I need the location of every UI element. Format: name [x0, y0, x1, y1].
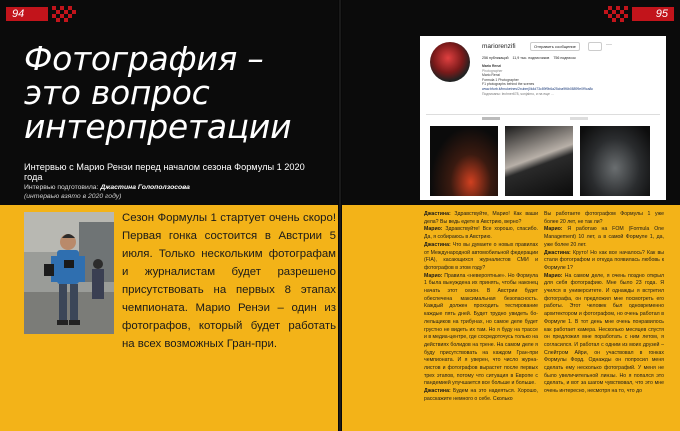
instagram-avatar [430, 42, 470, 82]
byline [24, 183, 190, 201]
instagram-post-3[interactable] [580, 126, 650, 196]
interview-column-1 [424, 211, 538, 404]
instagram-more-icon[interactable]: ··· [606, 42, 612, 48]
stat-following: 756 подписок [553, 56, 576, 60]
qa-paragraph [424, 273, 538, 389]
byline-note: (интервью взято в 2020 году) [24, 193, 122, 200]
bio-line-1: Photographer [482, 68, 503, 73]
instagram-username: mariorenzifi [482, 43, 516, 50]
bio-line-4: F1 photographs behind the scenes [482, 82, 535, 87]
qa-text: Здравствуйте! Все хорошо, спасибо. Да, я собираюсь в Австрию. [424, 226, 538, 241]
instagram-bio [482, 64, 660, 96]
checkered-flag-icon [50, 6, 80, 22]
instagram-stats [482, 56, 576, 60]
qa-text: Я работаю на FOM (Formula One Management) 10 лет, а в самой Формуле 1, да, уже более 20 лет. [544, 226, 664, 248]
qa-text: На самом деле, я очень поздно открыл для себя фотографию. Мне было 23 года. Я учился в университете. И однажды я встретил фотографа, он предложил мне посмотреть его работы. Этот человек был одновременно архитектором и фотографом, но очень работал в Формуле 1. В тот день мне очень понравилось как работает камера. Несколько месяцев спустя он предложил мне поработать с ним летом, я согласился. И работал с одним из моих друзей – Слейтром Айри, он участвовал в гонках Формулы Форд. Однажды он попросил меня сделать ему несколько фотографий. У меня не было увеличительной линзы. Но я попался это сделать, и вот за шагом чувствовал, что это мне очень интересно, несмотря на то, что до [544, 272, 664, 395]
bio-line-2: Mario Renzi [482, 73, 501, 78]
instagram-post-2[interactable] [505, 126, 573, 196]
speaker: Марио: [544, 226, 563, 233]
photographer-photo [24, 212, 114, 334]
speaker: Джастина: [424, 211, 451, 217]
qa-text: Что вы думаете о новых правилах от Международной автомобильной федерации (FIA), касающихся журналистов СМИ и фотографов в этом году? [424, 241, 538, 271]
page-number-right: 95 [632, 7, 674, 21]
speaker: Марио: [424, 226, 443, 233]
speaker: Джастина: [544, 249, 571, 256]
qa-text: Здравствуйте, Марио! Как ваши дела? Вы ведь едете в Австрию, верно? [424, 211, 538, 225]
stat-followers: 11,9 тыс. подписчиков [512, 56, 550, 60]
qa-paragraph [424, 226, 538, 241]
qa-paragraph [424, 242, 538, 273]
byline-author: Джастина Голоползоcова [100, 184, 190, 191]
instagram-follow-button[interactable] [588, 42, 602, 51]
instagram-message-button[interactable]: Отправить сообщение [530, 42, 580, 51]
title-line-2: это вопрос [24, 73, 210, 112]
checkered-flag-icon-right [600, 6, 630, 22]
article-title [24, 39, 324, 146]
qa-paragraph [544, 273, 664, 396]
qa-paragraph [544, 226, 664, 249]
title-line-3: интерпретации [24, 107, 292, 146]
instagram-link[interactable]: www.bfurb.it/bnuketnes/2xubmj0k4d73c89f9b6a25cba9f6b08899e0f9ca8c [482, 86, 594, 91]
qa-text: Будем на это надеяться. Хорошо, расскажите немного о себе. Сколько [424, 388, 538, 402]
stat-posts: 256 публикаций [482, 56, 509, 60]
lead-paragraph: Сезон Формулы 1 стартует очень скоро! Первая гонка состоится в Австрии 5 июля. Только нескольким фотографам и журналистам будет разрешено присутствовать на первых 8 этапах чемпионата. Марио Ренэи – один из фотографов, который будет работать на всех возможных Гран-при. [122, 212, 336, 350]
speaker: Марио: [544, 272, 563, 279]
qa-paragraph [544, 250, 664, 273]
page-number-left: 94 [6, 7, 48, 21]
qa-paragraph [424, 388, 538, 403]
interview-column-2 [544, 211, 664, 396]
speaker: Марио: [424, 272, 443, 279]
qa-text: Вы работаете фотографом Формулы 1 уже более 20 лет, не так ли? [544, 211, 664, 225]
qa-paragraph [424, 211, 538, 226]
instagram-screenshot [420, 36, 666, 200]
instagram-name: Mario Renzi [482, 64, 502, 68]
instagram-post-1[interactable] [430, 126, 498, 196]
article-subtitle: Интервью с Марио Ренэи перед началом сезона Формулы 1 2020 года [24, 162, 305, 182]
byline-prefix: Интервью подготовила: [24, 184, 99, 191]
speaker: Джастина: [424, 241, 451, 248]
instagram-tab-tagged[interactable] [570, 117, 588, 120]
instagram-tabs-divider [426, 114, 660, 115]
instagram-tab-posts[interactable] [482, 117, 500, 120]
qa-text: Круто! Но как все началось? Как вы стали фотографом и откуда появилась любовь к Формуле 1? [544, 249, 664, 271]
qa-text: Правила «невероятные». Но Формула 1 была вынуждена их принять, чтобы наконец начать этот сезон. В Австрии будет обеспечена максимальная безопасность. Каждый должен проходить тестирование каждые пять дней. Будет трудно увидеть болельщиков на трибунах, но самое деле будет грустно не видеть их там. Но я буду на трассе и в медиа-центре, где сосредоточусь только на действиях болидов на трене. На самом деле я буду присутствовать на каждом Гран-при чемпионата. И я уверен, что число журналистов и фотографов вырастет после первых трех этапов, потому что ситуация в Европе с пандемией улучшается все больше и больше. [424, 272, 538, 387]
gutter [338, 0, 342, 431]
qa-paragraph [544, 211, 664, 226]
speaker: Джастина: [424, 388, 451, 395]
bio-line-3: Formula 1 Photographer [482, 77, 519, 82]
title-line-1: Фотография – [24, 39, 264, 78]
instagram-followed-by: Подписаны: lechner678, sonjalmo, и на еще ... [482, 91, 554, 96]
